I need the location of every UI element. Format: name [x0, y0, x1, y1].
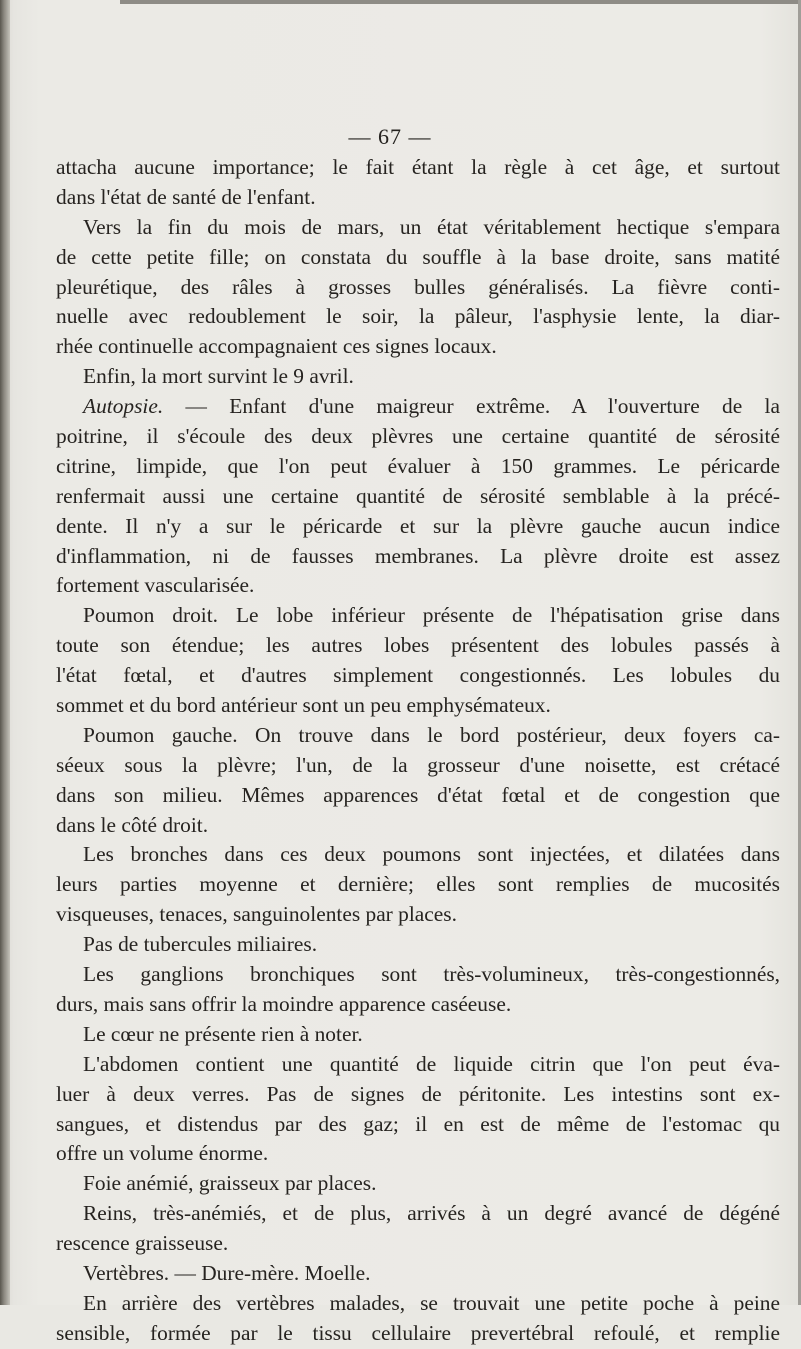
line-text: Poumon droit. Le lobe inférieur présente de l'hépatisation grise dans [83, 603, 780, 628]
line-text: sangues, et distendus par des gaz; il en est de même de l'estomac qu [56, 1111, 780, 1136]
text-line [56, 691, 780, 721]
text-line [56, 571, 780, 601]
text-line [56, 870, 780, 900]
text-line [56, 1169, 780, 1199]
line-text: de cette petite fille; on constata du souffle à la base droite, sans matité [56, 244, 780, 269]
line-text: Le cœur ne présente rien à noter. [83, 1021, 363, 1046]
line-text: dans l'état de santé de l'enfant. [56, 184, 316, 209]
line-text: d'inflammation, ni de fausses membranes. La plèvre droite est assez [56, 543, 780, 568]
text-line [56, 1110, 780, 1140]
line-text: Pas de tubercules miliaires. [83, 932, 318, 957]
text-line [56, 1319, 780, 1349]
line-text: attacha aucune importance; le fait étant la règle à cet âge, et surtout [56, 155, 780, 179]
line-text: dans son milieu. Mêmes apparences d'état fœtal et de congestion que [56, 782, 780, 807]
line-text: poitrine, il s'écoule des deux plèvres une certaine quantité de sérosité [56, 424, 780, 449]
text-line [56, 990, 780, 1020]
line-text: En arrière des vertèbres malades, se trouvait une petite poche à peine [83, 1290, 780, 1315]
line-text: luer à deux verres. Pas de signes de péritonite. Les intestins sont ex- [56, 1081, 780, 1106]
line-text: Les bronches dans ces deux poumons sont injectées, et dilatées dans [83, 842, 780, 867]
line-text: visqueuses, tenaces, sanguinolentes par places. [56, 902, 457, 927]
line-text: Poumon gauche. On trouve dans le bord postérieur, deux foyers ca- [83, 722, 780, 747]
text-line [56, 721, 780, 751]
line-text: séeux sous la plèvre; l'un, de la grosseur d'une noisette, est crétacé [56, 752, 780, 777]
line-text: Vertèbres. — Dure-mère. Moelle. [83, 1260, 371, 1285]
line-text: dente. Il n'y a sur le péricarde et sur la plèvre gauche aucun indice [56, 513, 780, 538]
line-text: rhée continuelle accompagnaient ces signes locaux. [56, 334, 497, 359]
text-line [56, 1080, 780, 1110]
page-top-edge [120, 0, 801, 4]
text-line [56, 631, 780, 661]
line-text: — Enfant d'une maigreur extrême. A l'ouverture de la [163, 394, 780, 419]
text-line [56, 273, 780, 303]
line-text: renfermait aussi une certaine quantité de sérosité semblable à la précé- [56, 483, 780, 508]
line-text: l'état fœtal, et d'autres simplement congestionnés. Les lobules du [56, 663, 780, 688]
page-binding-edge [0, 0, 10, 1305]
text-line [56, 213, 780, 243]
text-line [56, 751, 780, 781]
text-line [56, 930, 780, 960]
line-text: durs, mais sans offrir la moindre apparence caséeuse. [56, 991, 512, 1016]
text-line [56, 661, 780, 691]
text-line [56, 332, 780, 362]
page-number: — 67 — [348, 124, 432, 149]
text-line [56, 811, 780, 841]
text-line [56, 422, 780, 452]
line-text: leurs parties moyenne et dernière; elles sont remplies de mucosités [56, 872, 780, 897]
line-text: Reins, très-anémiés, et de plus, arrivés à un degré avancé de dégéné [83, 1201, 780, 1226]
line-text: dans le côté droit. [56, 812, 209, 837]
text-line [56, 900, 780, 930]
text-line [56, 1139, 780, 1169]
text-line [56, 1229, 780, 1259]
line-text: fortement vascularisée. [56, 573, 255, 598]
text-line [56, 1020, 780, 1050]
text-line [56, 601, 780, 631]
text-line [56, 1050, 780, 1080]
text-line [56, 392, 780, 422]
line-text: pleurétique, des râles à grosses bulles généralisés. La fièvre conti- [56, 274, 780, 299]
text-line [56, 362, 780, 392]
line-text: offre un volume énorme. [56, 1141, 269, 1166]
text-line [56, 1259, 780, 1289]
line-text: Les ganglions bronchiques sont très-volumineux, très-congestionnés, [83, 962, 780, 987]
line-text: L'abdomen contient une quantité de liquide citrin que l'on peut éva- [83, 1051, 780, 1076]
line-text: sensible, formée par le tissu cellulaire prevertébral refoulé, et remplie [56, 1320, 780, 1345]
text-line [56, 960, 780, 990]
line-text: Foie anémié, graisseux par places. [83, 1171, 377, 1196]
text-line [56, 781, 780, 811]
text-line [56, 482, 780, 512]
text-line [56, 1289, 780, 1319]
line-text: Enfin, la mort survint le 9 avril. [83, 364, 354, 389]
text-line [56, 512, 780, 542]
text-line [56, 243, 780, 273]
line-text: Vers la fin du mois de mars, un état véritablement hectique s'empara [83, 214, 780, 239]
text-line [56, 452, 780, 482]
text-line [56, 302, 780, 332]
line-text: nuelle avec redoublement le soir, la pâleur, l'asphysie lente, la diar- [56, 304, 780, 329]
line-text: citrine, limpide, que l'on peut évaluer à 150 grammes. Le péricarde [56, 453, 780, 478]
text-line [56, 542, 780, 572]
text-line [56, 840, 780, 870]
text-line [56, 1199, 780, 1229]
section-label: Autopsie. [83, 394, 164, 419]
line-text: toute son étendue; les autres lobes présentent des lobules passés à [56, 633, 780, 658]
text-line [56, 183, 780, 213]
line-text: rescence graisseuse. [56, 1231, 229, 1256]
line-text: sommet et du bord antérieur sont un peu emphysémateux. [56, 693, 551, 718]
text-line [56, 153, 780, 183]
body-text [56, 153, 780, 1349]
